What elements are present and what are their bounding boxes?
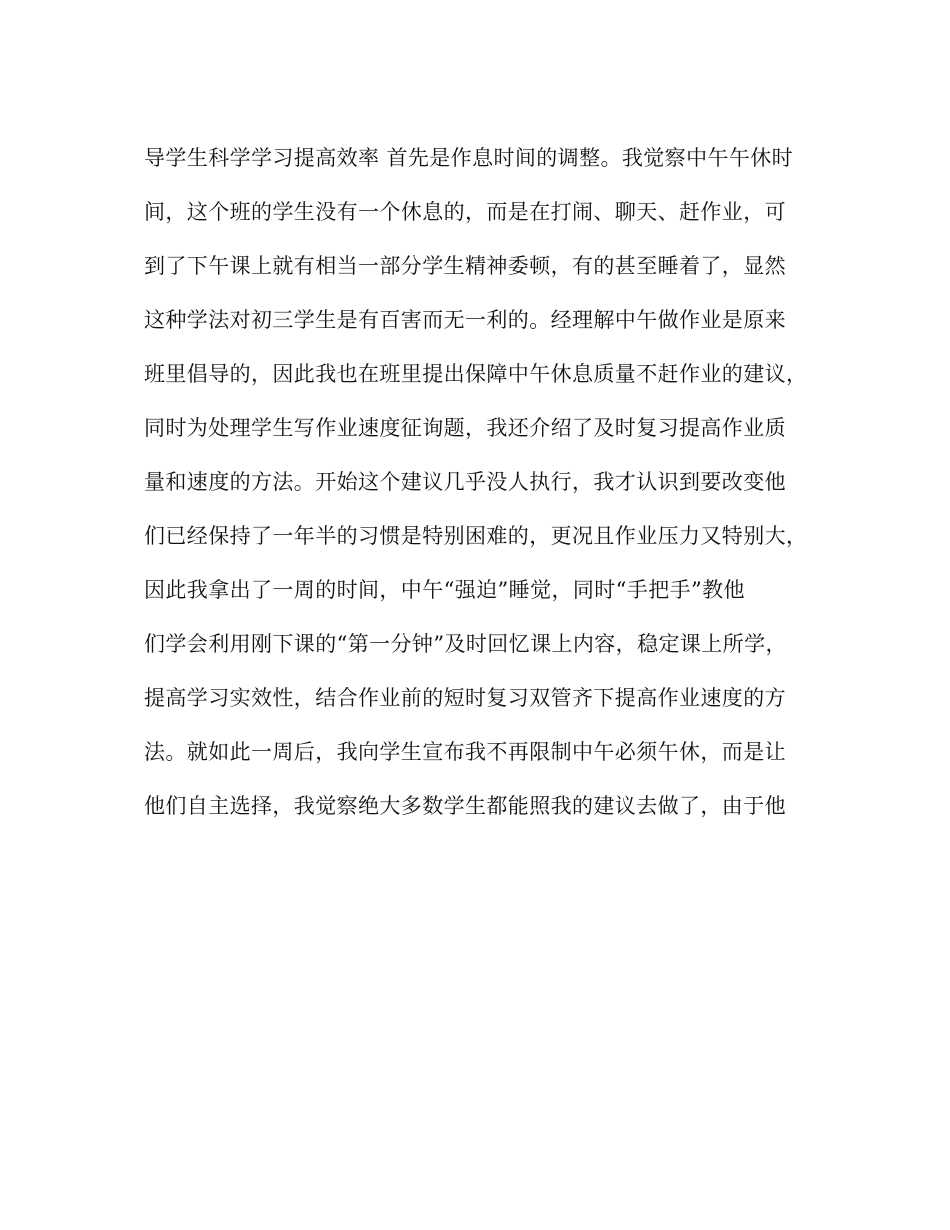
text-line-12: 法。就如此一周后，我向学生宣布我不再限制中午必须午休，而是让	[144, 740, 786, 764]
text-line-10: 们学会利用刚下课的“第一分钟”及时回忆课上内容，稳定课上所学，	[144, 632, 787, 656]
text-line-1: 导学生科学学习提高效率 首先是作息时间的调整。我觉察中午午休时	[144, 146, 794, 170]
text-line-9: 因此我拿出了一周的时间，中午“强迫”睡觉，同时“手把手”教他	[144, 578, 745, 602]
text-line-2: 间，这个班的学生没有一个休息的，而是在打闹、聊天、赶作业，可	[144, 200, 786, 224]
text-line-8: 们已经保持了一年半的习惯是特别困难的，更况且作业压力又特别大，	[144, 524, 808, 548]
body-text	[144, 135, 824, 837]
text-line-4: 这种学法对初三学生是有百害而无一利的。经理解中午做作业是原来	[144, 308, 786, 332]
text-line-5: 班里倡导的，因此我也在班里提出保障中午休息质量不赶作业的建议，	[144, 362, 808, 386]
text-line-11: 提高学习实效性，结合作业前的短时复习双管齐下提高作业速度的方	[144, 686, 786, 710]
text-line-3: 到了下午课上就有相当一部分学生精神委顿，有的甚至睡着了，显然	[144, 254, 786, 278]
text-line-13: 他们自主选择，我觉察绝大多数学生都能照我的建议去做了，由于他	[144, 794, 786, 818]
text-line-6: 同时为处理学生写作业速度征询题，我还介绍了及时复习提高作业质	[144, 416, 786, 440]
text-line-7: 量和速度的方法。开始这个建议几乎没人执行，我才认识到要改变他	[144, 470, 786, 494]
